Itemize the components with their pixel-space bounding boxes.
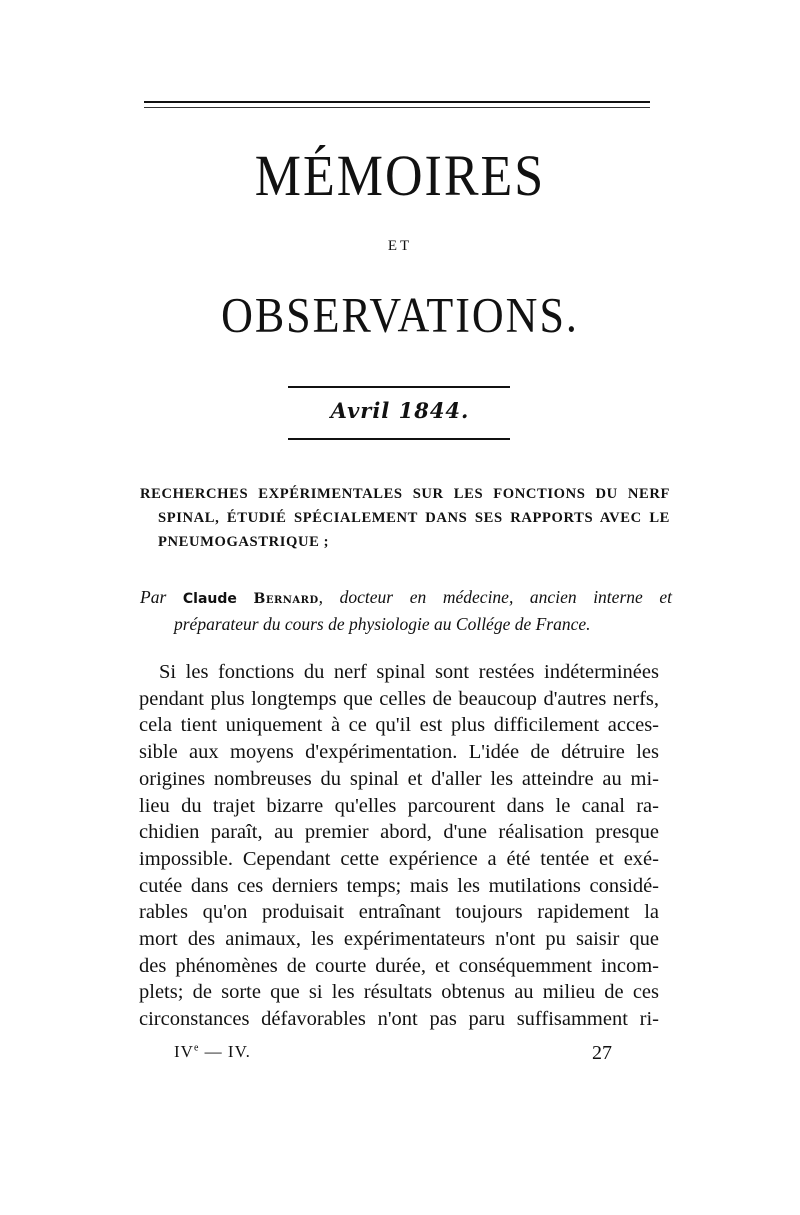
- author-credentials: , docteur en médecine, ancien interne et: [318, 587, 673, 607]
- section-title-observations: OBSERVATIONS.: [221, 288, 579, 343]
- date-rule-bottom: [288, 438, 510, 440]
- section-title-memoires: MÉMOIRES: [254, 144, 546, 209]
- page-number: 27: [592, 1042, 612, 1064]
- body-line: rables qu'on produisait entraînant toujours rapidement la: [139, 901, 659, 924]
- author-last-name: Bernard: [253, 591, 319, 607]
- body-line: impossible. Cependant cette expérience a été tentée et exé-: [139, 847, 659, 870]
- article-body: [139, 659, 659, 1033]
- body-line: mort des animaux, les expérimentateurs n'ont pu saisir que: [139, 928, 659, 951]
- body-line: circonstances défavorables n'ont pas paru suffisamment ri-: [139, 1008, 659, 1031]
- page-footer: [0, 1042, 800, 1068]
- signature-base: IV: [174, 1042, 194, 1061]
- header-rule-thin: [144, 107, 650, 108]
- body-line: pendant plus longtemps que celles de beaucoup d'autres nerfs,: [139, 687, 659, 710]
- body-line: plets; de sorte que si les résultats obtenus au milieu de ces: [139, 981, 659, 1004]
- header-double-rule: [144, 101, 650, 109]
- byline-line: [140, 585, 672, 612]
- body-line: origines nombreuses du spinal et d'aller les atteindre au mi-: [139, 767, 659, 790]
- body-line: cela tient uniquement à ce qu'il est plus difficilement acces-: [139, 714, 659, 737]
- article-title-line: PNEUMOGASTRIQUE ;: [158, 534, 330, 550]
- body-line: cutée dans ces derniers temps; mais les mutilations considé-: [139, 874, 659, 897]
- date-rule-top: [288, 386, 510, 388]
- section-title-et: ET: [387, 238, 413, 254]
- body-line: des phénomènes de courte durée, et conséquemment incom-: [139, 954, 659, 977]
- signature-rest: — IV.: [199, 1042, 251, 1061]
- body-line: chidien paraît, au premier abord, d'une réalisation presque: [139, 821, 659, 844]
- byline-par: Par: [140, 587, 167, 607]
- signature-sup: e: [193, 1042, 200, 1054]
- article-title: [140, 482, 670, 554]
- article-byline: [140, 585, 672, 637]
- author-first-name: Claude: [182, 591, 237, 607]
- signature-mark: [174, 1042, 251, 1062]
- header-rule-thick: [144, 101, 650, 103]
- body-line: Si les fonctions du nerf spinal sont restées indéterminées: [159, 661, 659, 683]
- article-title-line: RECHERCHES EXPÉRIMENTALES SUR LES FONCTIONS DU NERF: [140, 486, 670, 502]
- body-line: lieu du trajet bizarre qu'elles parcourent dans le canal ra-: [139, 794, 659, 817]
- article-title-line: SPINAL, ÉTUDIÉ SPÉCIALEMENT DANS SES RAPPORTS AVEC LE: [158, 510, 670, 526]
- body-line: sible aux moyens d'expérimentation. L'idée de détruire les: [139, 741, 659, 764]
- byline-line: préparateur du cours de physiologie au Collége de France.: [174, 614, 591, 634]
- issue-date: Avril 1844.: [330, 398, 470, 423]
